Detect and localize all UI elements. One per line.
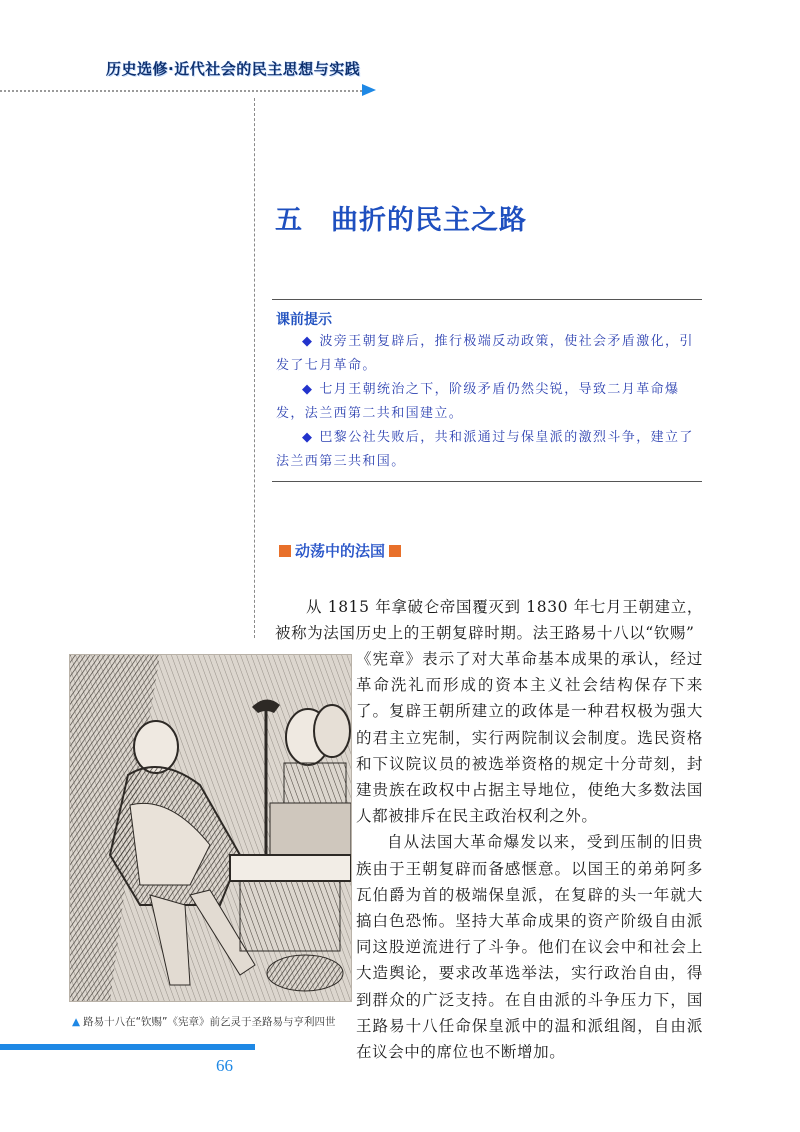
engraving-illustration xyxy=(69,654,352,1002)
pre-lesson-item: ◆ 波旁王朝复辟后，推行极端反动政策，使社会矛盾激化，引发了七月革命。 xyxy=(276,334,694,373)
page-number: 66 xyxy=(216,1056,233,1075)
orange-square-icon xyxy=(279,545,291,557)
diamond-bullet-icon: ◆ xyxy=(302,382,314,397)
running-header-title: 历史选修·近代社会的民主思想与实践 xyxy=(106,60,361,78)
body-paragraph-2: 自从法国大革命爆发以来，受到压制的旧贵族由于王朝复辟而备感惬意。以国王的弟弟阿多瓦伯爵为首的极端保皇派，在复辟的头一年就大搞白色恐怖。坚持大革命成果的资产阶级自由派同这股逆流进行了斗争。他们在议会中和社会上大造舆论，要求改革选举法，实行政治自由，得到群众的广泛支持。在自由派的斗争压力下，国王路易十八任命保皇派中的温和派组阁，自由派在议会中的席位也不断增加。 xyxy=(356,833,703,1062)
header-dotted-rule xyxy=(0,90,362,92)
pre-lesson-list xyxy=(276,330,702,474)
pre-lesson-title: 课前提示 xyxy=(276,312,332,328)
triangle-marker-icon: ▲ xyxy=(72,1016,81,1028)
footer-blue-bar xyxy=(0,1044,255,1050)
header-arrow-icon xyxy=(362,84,376,96)
body-paragraph-1-continued: 《宪章》表示了对大革命基本成果的承认，经过革命洗礼而形成的资本主义社会结构保存下来了。复辟王朝所建立的政体是一种君权极为强大的君主立宪制，实行两院制议会制度。选民资格和下议院议员的被选举资格的规定十分苛刻，封建贵族在政权中占据主导地位，使绝大多数法国人都被排斥在民主政治权利之外。 xyxy=(356,650,703,826)
diamond-bullet-icon: ◆ xyxy=(302,430,314,445)
engraving-image xyxy=(70,655,351,1001)
body-text-column xyxy=(356,646,703,1065)
figure-caption: ▲ 路易十八在“钦赐”《宪章》前乞灵于圣路易与亨利四世 xyxy=(72,1016,336,1028)
pre-lesson-item: ◆ 巴黎公社失败后，共和派通过与保皇派的激烈斗争，建立了法兰西第三共和国。 xyxy=(276,430,694,469)
pre-lesson-top-rule xyxy=(272,299,702,300)
pre-lesson-bottom-rule xyxy=(272,481,702,482)
diamond-bullet-icon: ◆ xyxy=(302,334,314,349)
section-heading: 动荡中的法国 xyxy=(275,540,405,561)
chapter-title: 五 曲折的民主之路 xyxy=(275,205,527,236)
vertical-dashed-rule xyxy=(254,98,255,638)
orange-square-icon xyxy=(389,545,401,557)
pre-lesson-item: ◆ 七月王朝统治之下，阶级矛盾仍然尖锐，导致二月革命爆发，法兰西第二共和国建立。 xyxy=(276,382,680,421)
body-paragraph-1-intro: 从 1815 年拿破仑帝国覆灭到 1830 年七月王朝建立，被称为法国历史上的王朝复辟时期。法王路易十八以“钦赐” xyxy=(275,598,703,643)
